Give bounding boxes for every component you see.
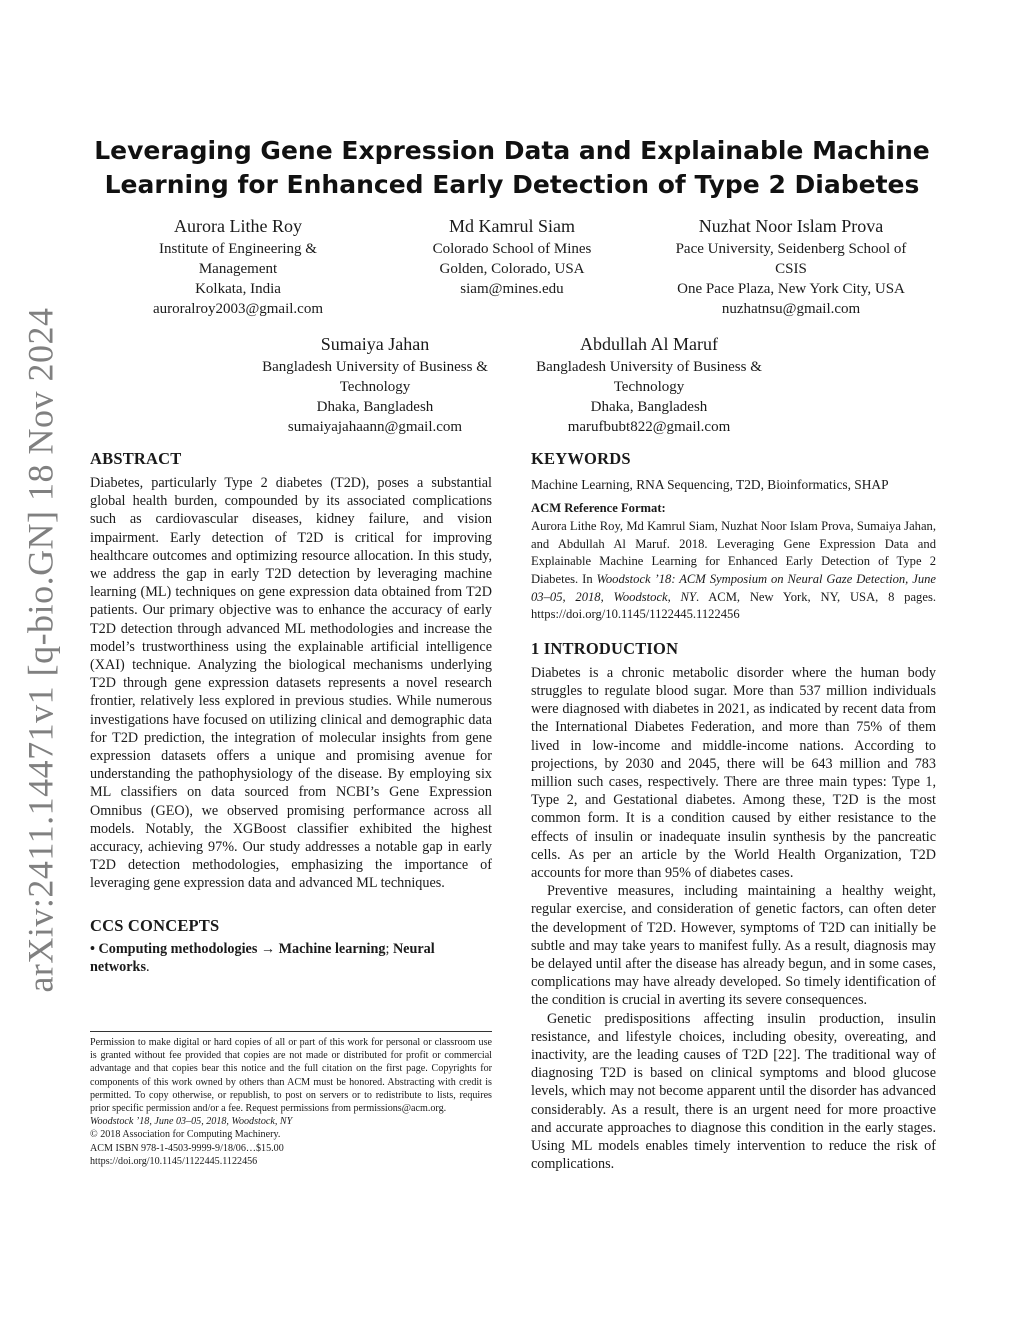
ccs-separator: ; <box>385 940 390 957</box>
abstract-heading: ABSTRACT <box>90 449 182 468</box>
title-line-2: Learning for Enhanced Early Detection of Type 2 Diabetes <box>104 170 920 199</box>
copyright-footnote <box>90 1036 492 1168</box>
arxiv-id-text: arXiv:2411.14471v1 [q-bio.GN] 18 Nov 2024 <box>21 307 61 993</box>
intro-paragraph-1: Diabetes is a chronic metabolic disorder where the human body struggles to regulate blood sugar. More than 537 million individuals were diagnosed with diabetes in 2021, as indicated by recent data from the International Diabetes Federation, and more than 75% of them lived in low-income and middle-income nations. According to projections, by 2030 and 2045, there will be 643 million and 783 million such cases, respectively. There are three main types: Type 1, Type 2, and Gestational diabetes. Among these, T2D is the most common form. It is a condition caused by either resistance to the effects of insulin or inadequate insulin synthesis by the pancreatic cells. As per an article by the World Health Organization, T2D accounts for more than 95% of diabetes cases. <box>531 664 936 881</box>
author-location: Kolkata, India <box>195 281 281 297</box>
doi-line: https://doi.org/10.1145/1122445.1122456 <box>90 1155 258 1167</box>
intro-paragraph-2: Preventive measures, including maintaining a healthy weight, regular exercise, and consideration of genetic factors, can often deter the development of T2D. However, symptoms of T2D can initially be subtle and may take years to manifest fully. As a result, diagnosis may be delayed until after the disease has already begun, and in some cases, complications may have already developed. So timely identification of the condition is crucial in averting its severe consequences. <box>531 883 936 1009</box>
author-name: Sumaiya Jahan <box>320 334 430 354</box>
ccs-end: . <box>145 958 150 975</box>
author-location: Dhaka, Bangladesh <box>316 399 434 415</box>
ccs-concepts <box>90 940 492 976</box>
author-block-4 <box>240 332 510 437</box>
permission-notice: Permission to make digital or hard copies of all or part of this work for personal or classroom use is granted without fee provided that copies are not made or distributed for profit or commercial advantage and that copies bear this notice and the full citation on the first page. Copyrights for components of this work owned by others than ACM must be honored. Abstracting with credit is permitted. To copy otherwise, or republish, to post on servers or to redistribute to lists, requires prior specific permission and/or a fee. Request permissions from permissions@acm.org. <box>90 1037 492 1115</box>
acm-reference-heading: ACM Reference Format: <box>531 500 666 515</box>
author-affiliation: Bangladesh University of Business & <box>262 359 488 375</box>
right-column <box>531 448 936 1173</box>
ccs-arrow: → <box>260 940 276 957</box>
author-name: Nuzhat Noor Islam Prova <box>698 216 884 236</box>
author-affiliation: Colorado School of Mines <box>432 241 592 257</box>
keywords-text: Machine Learning, RNA Sequencing, T2D, Bioinformatics, SHAP <box>531 477 889 492</box>
ccs-bullet: • <box>90 940 95 957</box>
author-location: Golden, Colorado, USA <box>439 261 585 277</box>
author-location: One Pace Plaza, New York City, USA <box>677 281 905 297</box>
author-name: Md Kamrul Siam <box>449 216 575 236</box>
author-affiliation: Technology <box>613 379 685 395</box>
author-block-1 <box>118 214 358 319</box>
author-email: nuzhatnsu@gmail.com <box>721 301 861 317</box>
arxiv-sidebar-identifier <box>10 307 72 993</box>
author-name: Abdullah Al Maruf <box>580 334 718 354</box>
author-affiliation: Bangladesh University of Business & <box>536 359 762 375</box>
intro-paragraph-3: Genetic predispositions affecting insulin production, insulin resistance, and lifestyle choices, including obesity, overeating, and inactivity, are the leading causes of T2D [22]. The traditional way of diagnosing T2D is based on clinical symptoms and blood glucose levels, which may not become apparent until the disorder has advanced considerably. As a result, there is an urgent need for more proactive and accurate approaches to diagnose this condition in the early stages. Using ML models enables timely intervention to reduce the risk of complications. <box>531 1010 936 1173</box>
copyright-line: © 2018 Association for Computing Machinery. <box>90 1129 281 1141</box>
author-location: Dhaka, Bangladesh <box>590 399 708 415</box>
ccs-item: Computing methodologies <box>98 940 258 957</box>
author-email: siam@mines.edu <box>460 281 564 297</box>
author-affiliation: Management <box>198 261 278 277</box>
ccs-item: Machine learning <box>278 940 386 957</box>
author-affiliation: Institute of Engineering & <box>159 241 317 257</box>
author-email: marufbubt822@gmail.com <box>567 419 731 435</box>
title-line-1: Leveraging Gene Expression Data and Explainable Machine <box>94 136 930 165</box>
reference-venue: Woodstock ’18: ACM Symposium on Neural Gaze Detection, June 03–05, 2018, Woodstock, NY <box>531 571 936 604</box>
isbn-line: ACM ISBN 978-1-4503-9999-9/18/06…$15.00 <box>90 1142 284 1154</box>
author-name: Aurora Lithe Roy <box>174 216 302 236</box>
author-block-5 <box>514 332 784 437</box>
author-affiliation: CSIS <box>775 261 807 277</box>
author-block-3 <box>646 214 936 319</box>
paper-title <box>90 134 934 202</box>
abstract-text: Diabetes, particularly Type 2 diabetes (T2D), poses a substantial global health burden, compounded by its associated complications such as cardiovascular diseases, kidney failure, and vision impairment. Early detection of T2D is critical for improving healthcare outcomes and optimizing resource allocation. In this study, we address the gap in early T2D detection by leveraging machine learning (ML) techniques on gene expression data obtained from T2D patients. Our primary objective was to enhance the accuracy of early T2D detection through advanced ML methodologies and increase the model’s trustworthiness using the explainable artificial intelligence (XAI) technique. Analyzing the biological mechanisms underlying T2D through gene expression datasets represents a novel research frontier, relatively less explored in previous studies. While numerous investigations have focused on utilizing clinical and demographic data for T2D prediction, the integration of molecular insights from gene expression datasets offers a unique and promising avenue for understanding the pathophysiology of the disease. By employing six ML classifiers on data sourced from NCBI’s Gene Expression Omnibus (GEO), we observed promising performance across all models. Notably, the XGBoost classifier exhibited the highest accuracy, achieving 97%. Our study addresses a notable gap in early T2D detection methodologies, emphasizing the importance of leveraging gene expression data and advanced ML techniques. <box>90 475 492 892</box>
reference-text: . ACM, New York, NY, USA, 8 pages. https://doi.org/10.1145/1122445.1122456 <box>531 589 936 622</box>
author-email: sumaiyajahaann@gmail.com <box>287 419 463 435</box>
author-affiliation: Pace University, Seidenberg School of <box>675 241 907 257</box>
ccs-item: Neural networks <box>90 940 435 975</box>
venue-line: Woodstock ’18, June 03–05, 2018, Woodstock, NY <box>90 1116 293 1128</box>
author-email: auroralroy2003@gmail.com <box>152 301 324 317</box>
introduction-heading: 1 INTRODUCTION <box>531 638 679 658</box>
ccs-heading: CCS CONCEPTS <box>90 915 220 935</box>
footnote-rule <box>90 1031 492 1032</box>
author-affiliation: Technology <box>339 379 411 395</box>
left-column <box>90 448 492 976</box>
author-block-2 <box>392 214 632 299</box>
reference-text: Aurora Lithe Roy, Md Kamrul Siam, Nuzhat Noor Islam Prova, Sumaiya Jahan, and Abdullah Al Maruf. 2018. Leveraging Gene Expression Data and Explainable Machine Learning for Enhanced Early Detection of Type 2 Diabetes. In <box>531 519 936 586</box>
keywords-heading: KEYWORDS <box>531 449 631 468</box>
acm-reference-text <box>531 518 936 624</box>
